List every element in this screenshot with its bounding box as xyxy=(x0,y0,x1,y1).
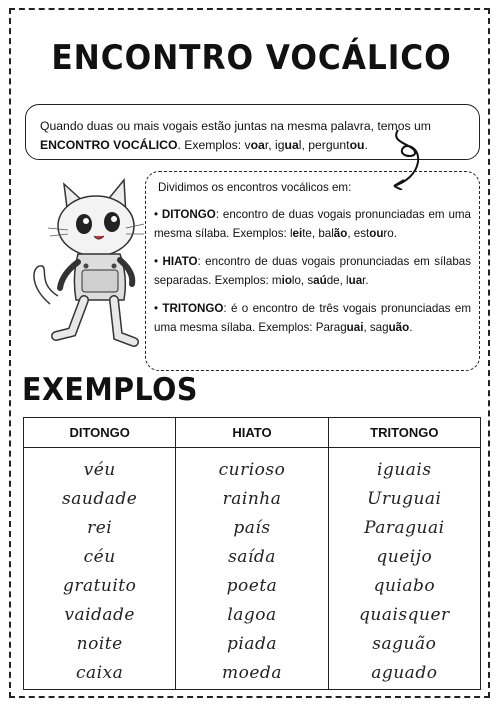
ditongo-text: : encontro de duas vogais pronunciadas em uma mesma sílaba. Exemplos: l xyxy=(154,208,471,240)
text-part: , est xyxy=(347,227,370,240)
bold-part: aú xyxy=(313,274,327,287)
info-box xyxy=(145,171,480,371)
bold-part: ei xyxy=(292,227,303,240)
bold-part: io xyxy=(281,274,292,287)
word-item: quaisquer xyxy=(359,605,450,625)
text-part: te, bal xyxy=(302,227,334,240)
word-item: queijo xyxy=(376,547,433,567)
word-item: quiabo xyxy=(373,576,436,596)
ditongo-label: DITONGO xyxy=(161,208,216,221)
word-item: saída xyxy=(228,547,276,567)
tritongo-column xyxy=(328,448,480,690)
text-part: ro. xyxy=(383,227,397,240)
word-item: gratuito xyxy=(62,576,137,596)
word-item: véu xyxy=(83,460,116,480)
hiato-label: HIATO xyxy=(162,255,198,268)
word-item: piada xyxy=(227,634,277,654)
intro-example-text: l, pergunt xyxy=(298,138,350,152)
word-item: rei xyxy=(87,518,113,538)
text-part: r. xyxy=(362,274,369,287)
intro-text: Quando duas ou mais vogais estão juntas na mesma palavra, temos um xyxy=(40,119,431,133)
bold-part: uão xyxy=(388,321,410,334)
column-header-hiato: HIATO xyxy=(176,418,328,448)
intro-example-bold: ou xyxy=(349,138,365,152)
bold-part: uai xyxy=(346,321,364,334)
intro-example-text: . xyxy=(364,138,368,152)
bold-part: ou xyxy=(369,227,384,240)
word-item: rainha xyxy=(222,489,282,509)
hiato-definition: • HIATO: encontro de duas vogais pronunciadas em sílabas separadas. Exemplos: miolo, saúde, luar. xyxy=(154,255,472,287)
page-title: ENCONTRO VOCÁLICO xyxy=(51,38,452,78)
ditongo-definition: • DITONGO: encontro de duas vogais pronunciadas em uma mesma sílaba. Exemplos: leite, balão, estouro. xyxy=(154,208,471,240)
examples-table xyxy=(23,417,481,690)
word-item: poeta xyxy=(226,576,278,596)
word-item: iguais xyxy=(377,460,432,480)
intro-term: ENCONTRO VOCÁLICO xyxy=(40,138,178,152)
word-item: noite xyxy=(76,634,123,654)
text-part: lo, s xyxy=(291,274,314,287)
column-header-ditongo: DITONGO xyxy=(24,418,176,448)
word-item: país xyxy=(233,518,271,538)
word-item: Uruguai xyxy=(367,489,442,509)
word-item: saguão xyxy=(372,634,437,654)
intro-example-text: r, ig xyxy=(264,138,285,152)
info-lead: Dividimos os encontros vocálicos em: xyxy=(158,181,352,194)
bold-part: ão xyxy=(333,227,348,240)
word-item: vaidade xyxy=(64,605,135,625)
word-item: lagoa xyxy=(227,605,277,625)
tritongo-text: : é o encontro de três vogais pronunciadas em uma mesma sílaba. Exemplos: Parag xyxy=(154,302,471,334)
examples-heading: EXEMPLOS xyxy=(22,372,198,408)
text-part: , sag xyxy=(363,321,389,334)
word-item: céu xyxy=(83,547,116,567)
word-item: saudade xyxy=(62,489,138,509)
tritongo-definition: • TRITONGO: é o encontro de três vogais pronunciadas em uma mesma sílaba. Exemplos: Paraguai, saguão. xyxy=(154,302,471,334)
ditongo-column xyxy=(24,448,176,690)
text-part: . xyxy=(409,321,413,334)
intro-text-2: . Exemplos: v xyxy=(177,138,251,152)
hiato-column xyxy=(176,448,328,690)
column-header-tritongo: TRITONGO xyxy=(328,418,480,448)
word-item: Paraguai xyxy=(364,518,445,538)
hiato-text: : encontro de duas vogais pronunciadas em sílabas separadas. Exemplos: m xyxy=(154,255,472,287)
word-item: moeda xyxy=(222,663,282,683)
intro-example-bold: oa xyxy=(250,138,265,152)
word-item: aguado xyxy=(371,663,438,683)
intro-example-bold: ua xyxy=(284,138,299,152)
bold-part: ua xyxy=(348,274,363,287)
word-item: curioso xyxy=(218,460,286,480)
cat-illustration xyxy=(28,176,148,356)
text-part: de, l xyxy=(326,274,349,287)
tritongo-label: TRITONGO xyxy=(162,302,224,315)
word-item: caixa xyxy=(76,663,124,683)
